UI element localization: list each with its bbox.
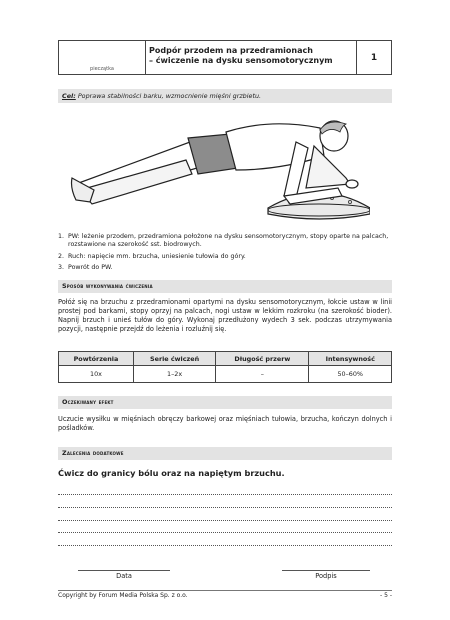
step-text: PW: leżenie przodem, przedramiona położone na dysku sensomotorycznym, stopy oparte na palcach, rozstawione na szerokość sst. biodrowych. [68,233,389,249]
exercise-title-line2: – ćwiczenie na dysku sensomotorycznym [149,56,333,65]
stamp-cell [59,41,146,74]
signature-label: Podpis [315,572,337,580]
page-number: - 5 - [380,592,392,599]
table-row [59,366,392,383]
table-header: Długość przerw [216,352,309,366]
table-cell: – [216,366,309,383]
footer-copyright: Copyright by Forum Media Polska Sp. z o.o. [58,592,188,599]
effect-text: Uczucie wysiłku w mięśniach obręczy barkowej oraz mięśniach tułowia, brzucha, kończyn dolnych i pośladków. [58,415,392,432]
steps-list [58,233,392,275]
parameters-table [58,351,392,383]
step-text: Powrót do PW. [68,263,113,271]
table-cell: 1–2x [133,366,215,383]
footer-divider [58,590,392,591]
signature-line[interactable] [282,569,370,571]
table-header-row [59,352,392,366]
writing-line[interactable] [58,493,392,495]
goal-bar [58,89,392,103]
effect-heading: Oczekiwany efekt [58,396,392,409]
table-header: Powtórzenia [59,352,134,366]
stamp-label: pieczątka [90,66,114,72]
figure-legs [72,142,205,204]
writing-line[interactable] [58,544,392,546]
exercise-title [149,46,349,66]
writing-line[interactable] [58,531,392,533]
date-line[interactable] [78,569,170,571]
list-item [58,233,392,250]
table-cell: 50–60% [309,366,392,383]
goal-label: Cel: [62,92,76,100]
list-item [58,264,392,272]
figure-torso [226,124,324,170]
plank-illustration [70,108,370,232]
date-label: Data [116,572,132,580]
table-header: Serie ćwiczeń [133,352,215,366]
recommendation-emphasis: Ćwicz do granicy bólu oraz na napiętym brzuchu. [58,468,285,478]
writing-line[interactable] [58,506,392,508]
exercise-title-line1: Podpór przodem na przedramionach [149,46,313,55]
figure-head [320,121,348,151]
exercise-number: 1 [356,41,391,74]
step-text: Ruch: napięcie mm. brzucha, uniesienie tułowia do góry. [68,252,246,260]
table-header: Intensywność [309,352,392,366]
step-number: 1. [58,233,65,240]
list-item [58,253,392,261]
worksheet-header [58,40,392,75]
writing-line[interactable] [58,519,392,521]
table-cell: 10x [59,366,134,383]
goal-text: Poprawa stabilności barku, wzmocnienie mięśni grzbietu. [77,92,262,100]
method-heading: Sposób wykonywania ćwiczenia [58,280,392,293]
step-number: 2. [58,252,65,260]
step-number: 3. [58,263,65,271]
recommendations-heading: Zalecenia dodatkowe [58,447,392,460]
method-text: Połóż się na brzuchu z przedramionami opartymi na dysku sensomotorycznym, łokcie ustaw w linii prostej pod barkami, stopy oprzyj na palcach, nogi ustaw w lekkim rozkroku (na szerokość bioder). Napnij brzuch i unieś tułów do góry. Wykonaj przedłużony wydech 3 sek. podczas utrzymywania pozycji, następnie przejdź do leżenia i rozluźnij się. [58,298,392,333]
